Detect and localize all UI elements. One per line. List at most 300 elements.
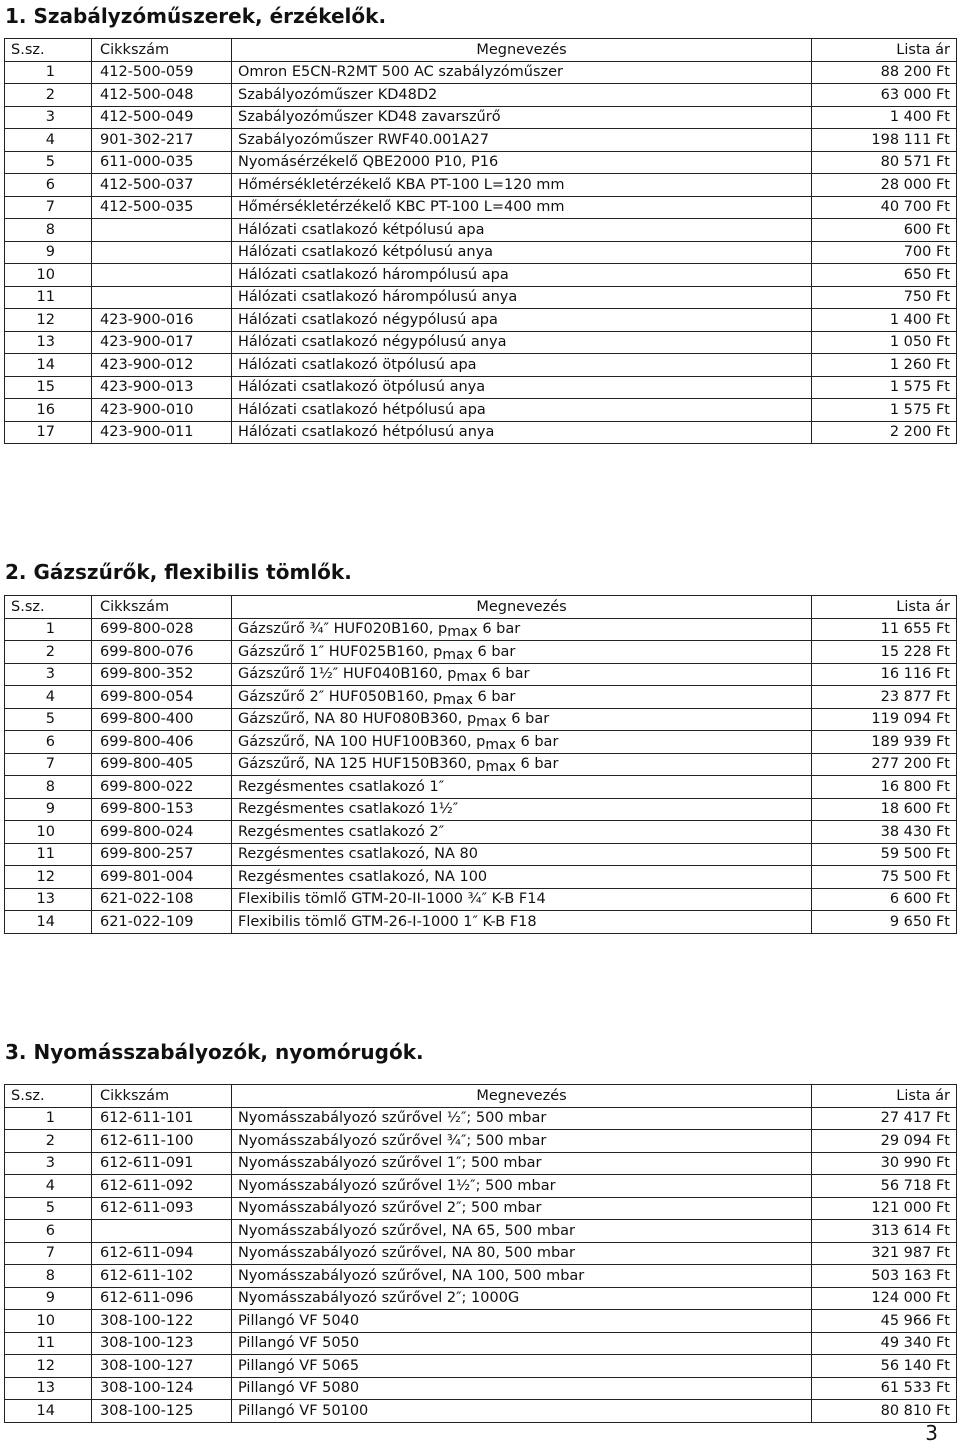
product-name-text: Szabályozóműszer KD48 zavarszűrő (238, 109, 501, 126)
list-price: 63 000 Ft (812, 84, 957, 107)
article-code: 699-800-400 (92, 708, 232, 731)
table-header-row (5, 39, 957, 62)
table-row (5, 84, 957, 107)
product-name-text: Gázszűrő, NA 100 HUF100B360, p (238, 733, 486, 750)
product-name-text: Hőmérsékletérzékelő KBA PT-100 L=120 mm (238, 176, 565, 193)
article-code (92, 286, 232, 309)
table-row (5, 866, 957, 889)
article-code: 423-900-012 (92, 354, 232, 377)
list-price: 1 575 Ft (812, 376, 957, 399)
pressure-subscript: max (485, 736, 516, 753)
product-name-text: Hálózati csatlakozó kétpólusú apa (238, 221, 485, 238)
list-price: 29 094 Ft (812, 1130, 957, 1153)
product-name (232, 84, 812, 107)
article-code: 699-800-054 (92, 686, 232, 709)
article-code: 308-100-125 (92, 1400, 232, 1423)
article-code: 699-800-022 (92, 776, 232, 799)
list-price: 80 810 Ft (812, 1400, 957, 1423)
article-code (92, 219, 232, 242)
product-name (232, 331, 812, 354)
product-name (232, 286, 812, 309)
row-number: 1 (5, 61, 92, 84)
row-number: 9 (5, 1287, 92, 1310)
list-price: 56 718 Ft (812, 1175, 957, 1198)
row-number: 8 (5, 219, 92, 242)
list-price: 45 966 Ft (812, 1310, 957, 1333)
pressure-subscript: max (447, 624, 478, 641)
list-price: 503 163 Ft (812, 1265, 957, 1288)
list-price: 30 990 Ft (812, 1152, 957, 1175)
product-name-text: Hálózati csatlakozó hárompólusú anya (238, 289, 518, 306)
product-name (232, 1242, 812, 1265)
list-price: 1 400 Ft (812, 309, 957, 332)
product-name (232, 219, 812, 242)
product-name (232, 1175, 812, 1198)
article-code: 611-000-035 (92, 151, 232, 174)
product-name (232, 821, 812, 844)
table-row (5, 798, 957, 821)
page-number: 3 (925, 1421, 938, 1445)
table-row (5, 421, 957, 444)
row-number: 4 (5, 129, 92, 152)
list-price: 15 228 Ft (812, 641, 957, 664)
product-name (232, 241, 812, 264)
table-row (5, 196, 957, 219)
product-name (232, 1287, 812, 1310)
product-name-suffix: 6 bar (506, 711, 550, 728)
article-code: 412-500-048 (92, 84, 232, 107)
article-code: 901-302-217 (92, 129, 232, 152)
row-number: 4 (5, 686, 92, 709)
product-name (232, 776, 812, 799)
product-name-text: Nyomásszabályozó szűrővel 2″; 500 mbar (238, 1200, 542, 1217)
product-name-text: Rezgésmentes csatlakozó 2″ (238, 823, 445, 840)
table-row (5, 1197, 957, 1220)
row-number: 3 (5, 663, 92, 686)
row-number: 10 (5, 1310, 92, 1333)
product-name-text: Nyomásszabályozó szűrővel ½″; 500 mbar (238, 1110, 547, 1127)
row-number: 14 (5, 1400, 92, 1423)
product-name-text: Hálózati csatlakozó hárompólusú apa (238, 266, 509, 283)
table-row (5, 264, 957, 287)
row-number: 10 (5, 821, 92, 844)
row-number: 12 (5, 309, 92, 332)
section-title-1: 1. Szabályzóműszerek, érzékelők. (5, 4, 387, 28)
list-price: 9 650 Ft (812, 911, 957, 934)
row-number: 5 (5, 1197, 92, 1220)
table-row (5, 174, 957, 197)
list-price: 121 000 Ft (812, 1197, 957, 1220)
article-code: 699-800-153 (92, 798, 232, 821)
product-name (232, 399, 812, 422)
row-number: 8 (5, 1265, 92, 1288)
table-row (5, 1400, 957, 1423)
table-row (5, 843, 957, 866)
product-name (232, 1265, 812, 1288)
article-code: 621-022-109 (92, 911, 232, 934)
row-number: 8 (5, 776, 92, 799)
header-name: Megnevezés (232, 39, 812, 62)
list-price: 80 571 Ft (812, 151, 957, 174)
header-price: Lista ár (812, 39, 957, 62)
product-name-text: Pillangó VF 50100 (238, 1402, 369, 1419)
article-code: 699-800-406 (92, 731, 232, 754)
table-row (5, 399, 957, 422)
article-code: 612-611-096 (92, 1287, 232, 1310)
product-name-text: Nyomásszabályozó szűrővel 1″; 500 mbar (238, 1155, 542, 1172)
list-price: 6 600 Ft (812, 888, 957, 911)
row-number: 14 (5, 354, 92, 377)
row-number: 14 (5, 911, 92, 934)
table-row (5, 1332, 957, 1355)
row-number: 17 (5, 421, 92, 444)
header-code: Cikkszám (92, 39, 232, 62)
product-name-text: Szabályozóműszer RWF40.001A27 (238, 131, 489, 148)
article-code: 308-100-124 (92, 1377, 232, 1400)
product-name-text: Nyomásérzékelő QBE2000 P10, P16 (238, 154, 499, 171)
product-name (232, 753, 812, 776)
list-price: 277 200 Ft (812, 753, 957, 776)
article-code (92, 1220, 232, 1243)
product-name-text: Nyomásszabályozó szűrővel 1½″; 500 mbar (238, 1177, 556, 1194)
list-price: 1 575 Ft (812, 399, 957, 422)
row-number: 7 (5, 196, 92, 219)
list-price: 38 430 Ft (812, 821, 957, 844)
table-row (5, 776, 957, 799)
list-price: 16 116 Ft (812, 663, 957, 686)
product-name-text: Nyomásszabályozó szűrővel 2″; 1000G (238, 1290, 520, 1307)
product-name (232, 264, 812, 287)
list-price: 23 877 Ft (812, 686, 957, 709)
list-price: 750 Ft (812, 286, 957, 309)
row-number: 2 (5, 84, 92, 107)
article-code: 412-500-059 (92, 61, 232, 84)
article-code: 423-900-017 (92, 331, 232, 354)
row-number: 5 (5, 708, 92, 731)
product-name-text: Flexibilis tömlő GTM-26-I-1000 1″ K-B F18 (238, 913, 537, 930)
product-name-suffix: 6 bar (472, 688, 516, 705)
product-name (232, 309, 812, 332)
table-row (5, 911, 957, 934)
product-name-text: Rezgésmentes csatlakozó 1½″ (238, 801, 459, 818)
list-price: 88 200 Ft (812, 61, 957, 84)
table-row (5, 1175, 957, 1198)
product-name-text: Gázszűrő, NA 125 HUF150B360, p (238, 756, 486, 773)
product-name (232, 61, 812, 84)
product-name-suffix: 6 bar (477, 621, 521, 638)
product-name (232, 1377, 812, 1400)
row-number: 4 (5, 1175, 92, 1198)
product-name (232, 708, 812, 731)
article-code: 412-500-037 (92, 174, 232, 197)
list-price: 11 655 Ft (812, 618, 957, 641)
product-name (232, 151, 812, 174)
article-code: 423-900-016 (92, 309, 232, 332)
product-name (232, 129, 812, 152)
table-row (5, 1152, 957, 1175)
product-name (232, 731, 812, 754)
article-code: 699-800-405 (92, 753, 232, 776)
product-name (232, 1130, 812, 1153)
header-price: Lista ár (812, 596, 957, 619)
product-name-text: Nyomásszabályozó szűrővel, NA 80, 500 mbar (238, 1245, 576, 1262)
section-title-3: 3. Nyomásszabályozók, nyomórugók. (5, 1040, 424, 1064)
list-price: 75 500 Ft (812, 866, 957, 889)
header-name: Megnevezés (232, 1085, 812, 1108)
product-name-text: Hálózati csatlakozó hétpólusú apa (238, 401, 486, 418)
article-code: 612-611-102 (92, 1265, 232, 1288)
product-name (232, 174, 812, 197)
row-number: 1 (5, 1107, 92, 1130)
row-number: 7 (5, 1242, 92, 1265)
product-name (232, 663, 812, 686)
table-row (5, 1265, 957, 1288)
article-code: 699-800-028 (92, 618, 232, 641)
product-name (232, 686, 812, 709)
row-number: 16 (5, 399, 92, 422)
price-table-2 (4, 595, 957, 934)
table-row (5, 354, 957, 377)
table-row (5, 821, 957, 844)
row-number: 2 (5, 641, 92, 664)
table-row (5, 241, 957, 264)
product-name-text: Pillangó VF 5040 (238, 1312, 360, 1329)
row-number: 10 (5, 264, 92, 287)
row-number: 3 (5, 106, 92, 129)
product-name-text: Gázszűrő 1½″ HUF040B160, p (238, 666, 457, 683)
header-code: Cikkszám (92, 596, 232, 619)
article-code: 699-801-004 (92, 866, 232, 889)
product-name-text: Hálózati csatlakozó ötpólusú apa (238, 356, 477, 373)
list-price: 600 Ft (812, 219, 957, 242)
row-number: 12 (5, 1355, 92, 1378)
product-name-text: Pillangó VF 5065 (238, 1357, 360, 1374)
article-code: 699-800-352 (92, 663, 232, 686)
product-name-text: Hálózati csatlakozó hétpólusú anya (238, 424, 495, 441)
product-name (232, 1152, 812, 1175)
row-number: 13 (5, 331, 92, 354)
pressure-subscript: max (485, 759, 516, 776)
product-name-text: Hálózati csatlakozó ötpólusú anya (238, 379, 486, 396)
row-number: 7 (5, 753, 92, 776)
header-price: Lista ár (812, 1085, 957, 1108)
article-code: 699-800-257 (92, 843, 232, 866)
product-name (232, 1107, 812, 1130)
article-code: 308-100-122 (92, 1310, 232, 1333)
list-price: 16 800 Ft (812, 776, 957, 799)
product-name-text: Nyomásszabályozó szűrővel, NA 65, 500 mbar (238, 1222, 576, 1239)
table-row (5, 686, 957, 709)
section-title-2: 2. Gázszűrők, flexibilis tömlők. (5, 560, 352, 584)
product-name (232, 618, 812, 641)
list-price: 313 614 Ft (812, 1220, 957, 1243)
table-row (5, 1220, 957, 1243)
list-price: 28 000 Ft (812, 174, 957, 197)
product-name (232, 866, 812, 889)
row-number: 11 (5, 286, 92, 309)
product-name (232, 1310, 812, 1333)
pressure-subscript: max (442, 691, 473, 708)
product-name (232, 911, 812, 934)
table-row (5, 641, 957, 664)
article-code: 612-611-093 (92, 1197, 232, 1220)
article-code: 612-611-094 (92, 1242, 232, 1265)
row-number: 3 (5, 1152, 92, 1175)
list-price: 1 400 Ft (812, 106, 957, 129)
article-code: 612-611-101 (92, 1107, 232, 1130)
row-number: 6 (5, 731, 92, 754)
list-price: 189 939 Ft (812, 731, 957, 754)
list-price: 1 260 Ft (812, 354, 957, 377)
list-price: 700 Ft (812, 241, 957, 264)
product-name-text: Hálózati csatlakozó négypólusú apa (238, 311, 498, 328)
product-name-text: Hőmérsékletérzékelő KBC PT-100 L=400 mm (238, 199, 565, 216)
pressure-subscript: max (456, 669, 487, 686)
product-name (232, 354, 812, 377)
table-row (5, 1242, 957, 1265)
table-row (5, 618, 957, 641)
product-name-text: Hálózati csatlakozó kétpólusú anya (238, 244, 494, 261)
product-name-suffix: 6 bar (515, 733, 559, 750)
product-name (232, 376, 812, 399)
list-price: 56 140 Ft (812, 1355, 957, 1378)
header-code: Cikkszám (92, 1085, 232, 1108)
header-num: S.sz. (5, 39, 92, 62)
article-code: 612-611-091 (92, 1152, 232, 1175)
table-row (5, 731, 957, 754)
table-row (5, 663, 957, 686)
table-row (5, 1377, 957, 1400)
article-code: 423-900-013 (92, 376, 232, 399)
article-code: 308-100-123 (92, 1332, 232, 1355)
table-row (5, 129, 957, 152)
header-name: Megnevezés (232, 596, 812, 619)
row-number: 11 (5, 1332, 92, 1355)
product-name-text: Flexibilis tömlő GTM-20-II-1000 ¾″ K-B F14 (238, 891, 546, 908)
product-name-text: Gázszűrő 2″ HUF050B160, p (238, 688, 443, 705)
product-name-text: Rezgésmentes csatlakozó 1″ (238, 778, 445, 795)
row-number: 2 (5, 1130, 92, 1153)
product-name-text: Szabályozóműszer KD48D2 (238, 86, 438, 103)
pressure-subscript: max (442, 646, 473, 663)
product-name-text: Rezgésmentes csatlakozó, NA 80 (238, 846, 478, 863)
article-code: 423-900-011 (92, 421, 232, 444)
list-price: 1 050 Ft (812, 331, 957, 354)
row-number: 6 (5, 1220, 92, 1243)
table-row (5, 1310, 957, 1333)
table-row (5, 106, 957, 129)
product-name-text: Pillangó VF 5080 (238, 1380, 360, 1397)
price-table-1 (4, 38, 957, 444)
product-name (232, 641, 812, 664)
product-name-text: Hálózati csatlakozó négypólusú anya (238, 334, 507, 351)
product-name-text: Pillangó VF 5050 (238, 1335, 360, 1352)
row-number: 6 (5, 174, 92, 197)
list-price: 59 500 Ft (812, 843, 957, 866)
product-name (232, 1332, 812, 1355)
table-row (5, 1287, 957, 1310)
list-price: 119 094 Ft (812, 708, 957, 731)
row-number: 13 (5, 888, 92, 911)
list-price: 40 700 Ft (812, 196, 957, 219)
product-name-suffix: 6 bar (515, 756, 559, 773)
article-code: 699-800-076 (92, 641, 232, 664)
product-name (232, 106, 812, 129)
product-name-suffix: 6 bar (486, 666, 530, 683)
product-name (232, 196, 812, 219)
list-price: 61 533 Ft (812, 1377, 957, 1400)
article-code: 612-611-092 (92, 1175, 232, 1198)
article-code: 412-500-035 (92, 196, 232, 219)
table-row (5, 1107, 957, 1130)
row-number: 13 (5, 1377, 92, 1400)
row-number: 9 (5, 798, 92, 821)
table-row (5, 331, 957, 354)
product-name (232, 798, 812, 821)
product-name (232, 843, 812, 866)
row-number: 15 (5, 376, 92, 399)
row-number: 12 (5, 866, 92, 889)
list-price: 124 000 Ft (812, 1287, 957, 1310)
product-name-text: Gázszűrő, NA 80 HUF080B360, p (238, 711, 477, 728)
table-row (5, 61, 957, 84)
product-name (232, 1355, 812, 1378)
table-header-row (5, 596, 957, 619)
article-code: 412-500-049 (92, 106, 232, 129)
header-num: S.sz. (5, 596, 92, 619)
product-name-text: Rezgésmentes csatlakozó, NA 100 (238, 868, 488, 885)
table-row (5, 376, 957, 399)
table-row (5, 219, 957, 242)
row-number: 9 (5, 241, 92, 264)
table-row (5, 309, 957, 332)
price-table-3 (4, 1084, 957, 1423)
table-row (5, 286, 957, 309)
product-name (232, 421, 812, 444)
product-name (232, 888, 812, 911)
product-name-text: Nyomásszabályozó szűrővel, NA 100, 500 mbar (238, 1267, 585, 1284)
header-num: S.sz. (5, 1085, 92, 1108)
product-name-text: Gázszűrő 1″ HUF025B160, p (238, 643, 443, 660)
product-name-text: Gázszűrő ¾″ HUF020B160, p (238, 621, 448, 638)
table-row (5, 1130, 957, 1153)
article-code: 699-800-024 (92, 821, 232, 844)
row-number: 5 (5, 151, 92, 174)
article-code: 621-022-108 (92, 888, 232, 911)
list-price: 321 987 Ft (812, 1242, 957, 1265)
article-code (92, 241, 232, 264)
article-code: 308-100-127 (92, 1355, 232, 1378)
pressure-subscript: max (476, 714, 507, 731)
list-price: 27 417 Ft (812, 1107, 957, 1130)
product-name (232, 1197, 812, 1220)
article-code: 612-611-100 (92, 1130, 232, 1153)
list-price: 198 111 Ft (812, 129, 957, 152)
list-price: 18 600 Ft (812, 798, 957, 821)
table-row (5, 151, 957, 174)
row-number: 11 (5, 843, 92, 866)
list-price: 49 340 Ft (812, 1332, 957, 1355)
list-price: 650 Ft (812, 264, 957, 287)
table-row (5, 1355, 957, 1378)
table-row (5, 708, 957, 731)
table-header-row (5, 1085, 957, 1108)
article-code: 423-900-010 (92, 399, 232, 422)
row-number: 1 (5, 618, 92, 641)
table-row (5, 888, 957, 911)
article-code (92, 264, 232, 287)
product-name (232, 1400, 812, 1423)
